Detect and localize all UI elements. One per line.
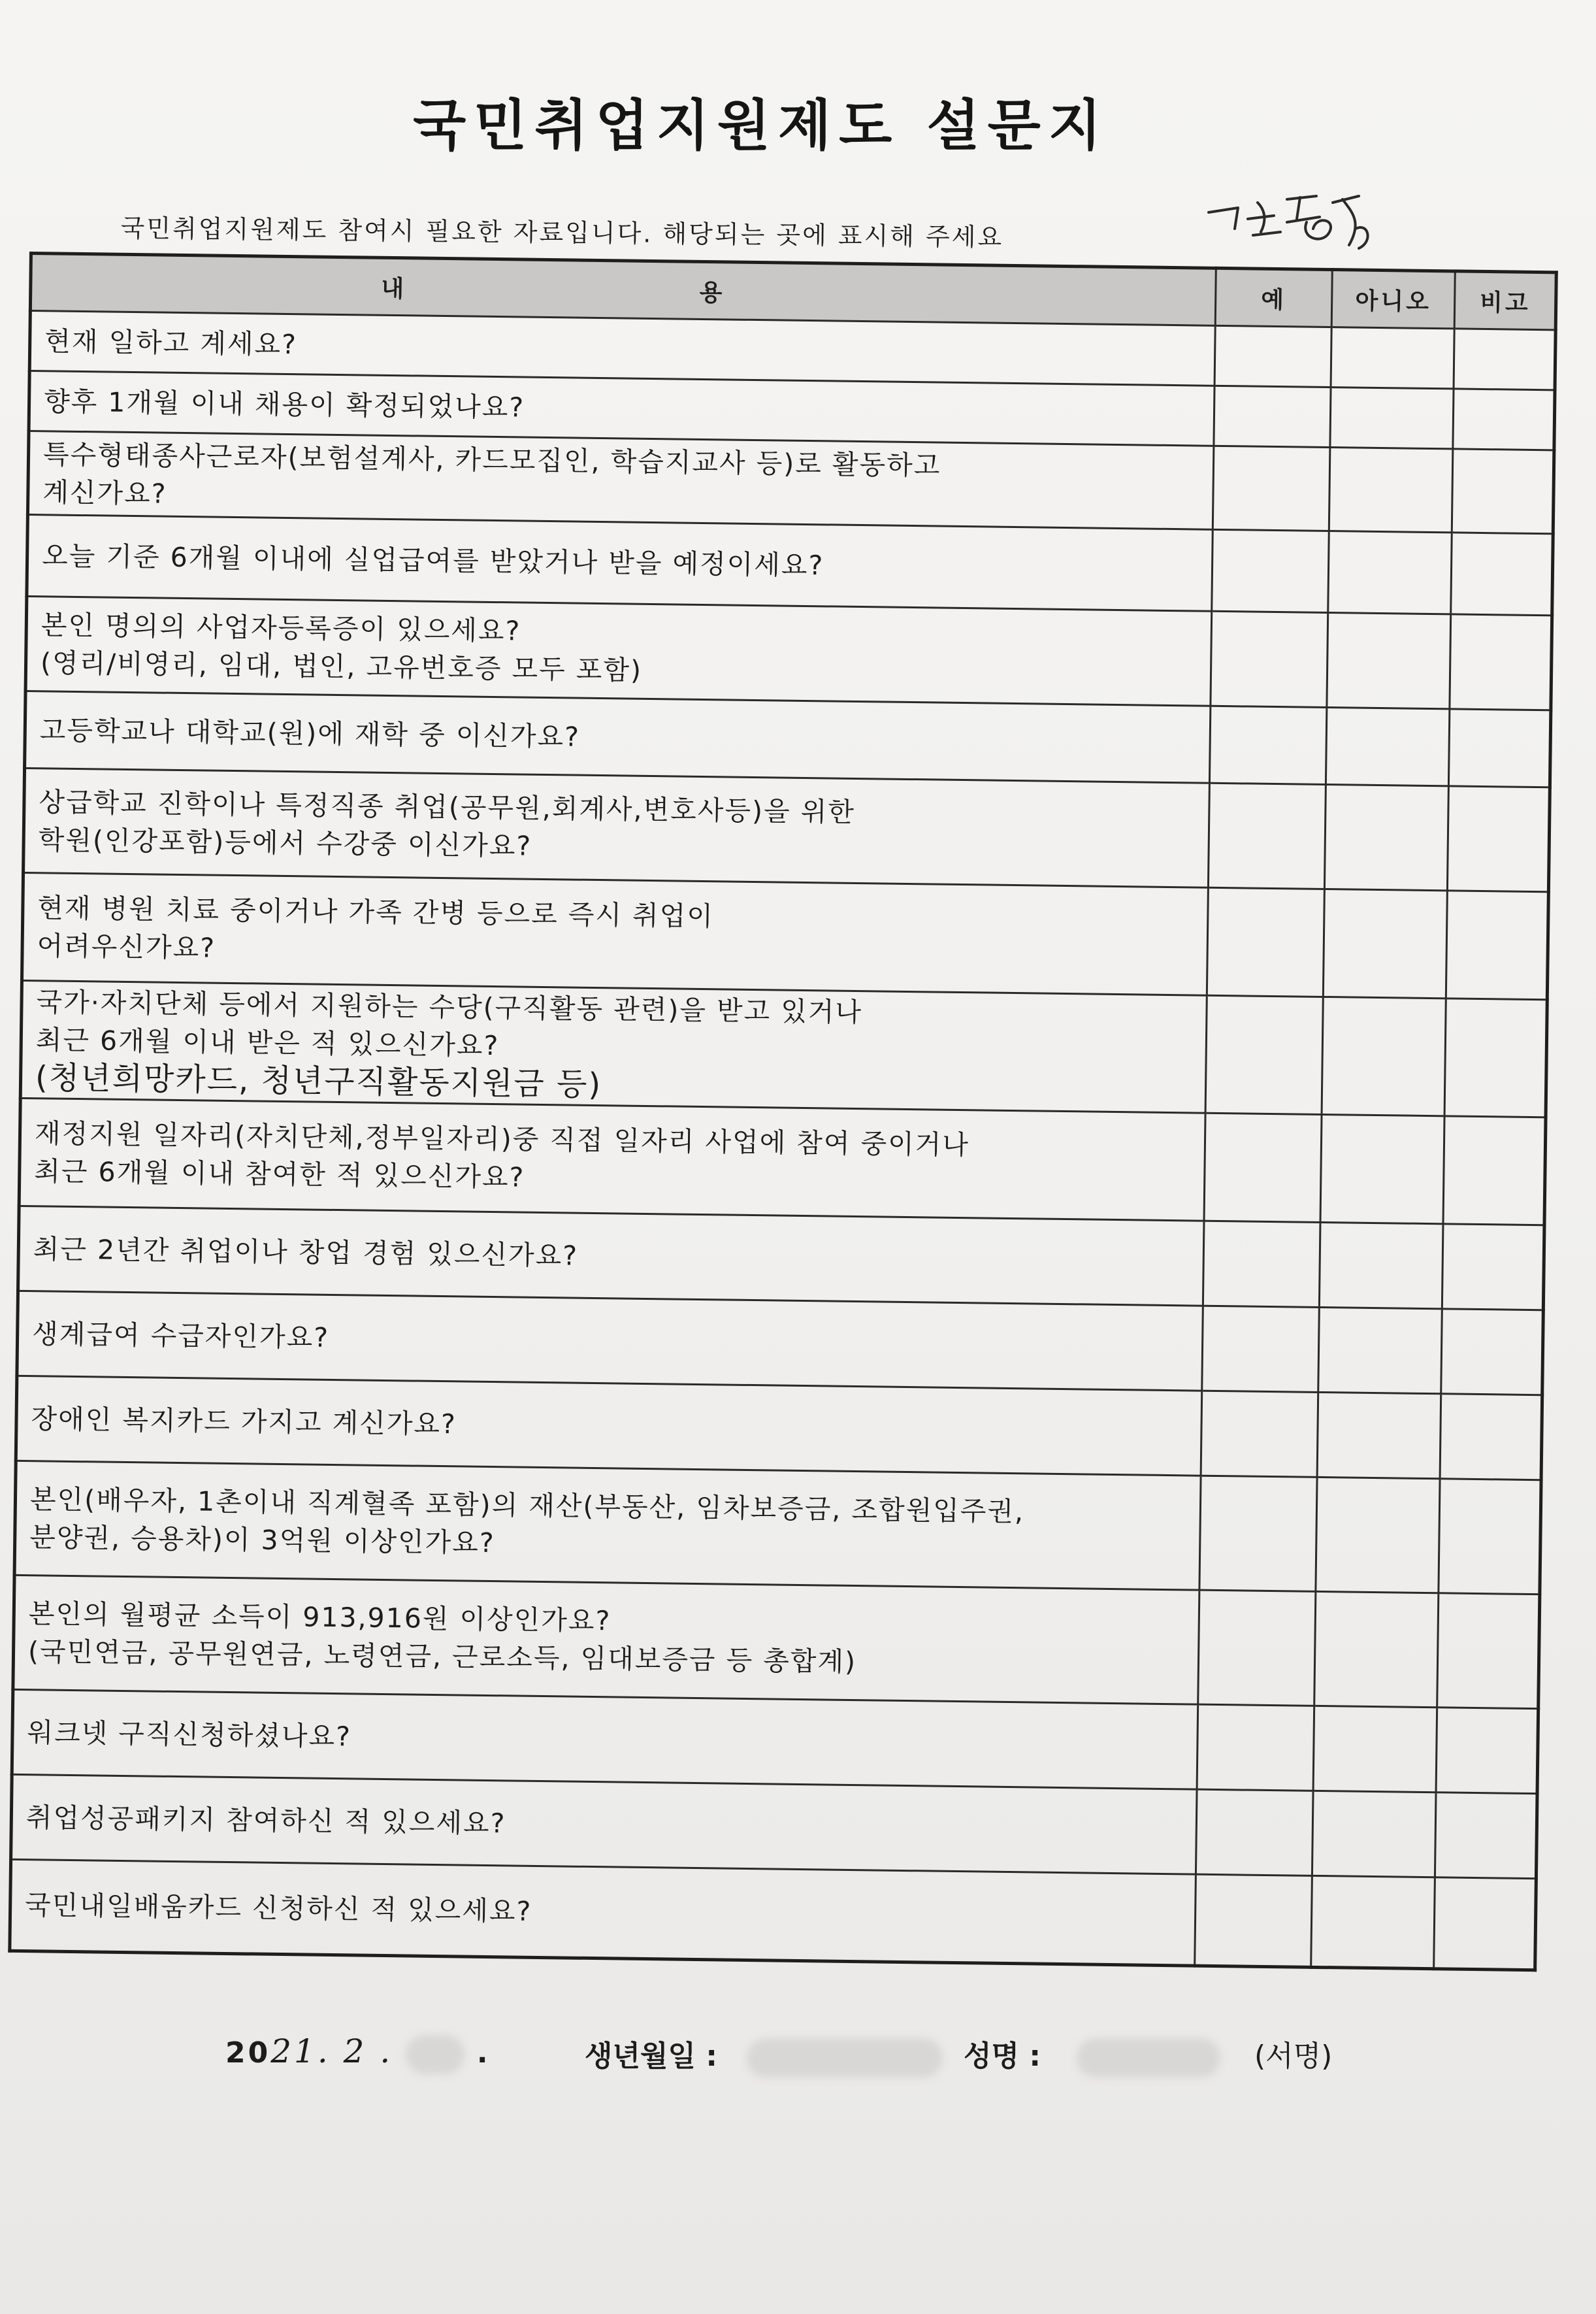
question-text: 본인 명의의 사업자등록증이 있으세요? (41, 609, 521, 647)
no-check-cell[interactable] (1314, 1591, 1439, 1707)
yes-check-cell[interactable] (1197, 1704, 1314, 1791)
no-check-cell[interactable] (1312, 1791, 1436, 1877)
question-cell (17, 1291, 1203, 1391)
yes-check-cell[interactable] (1199, 1476, 1317, 1591)
question-cell (25, 596, 1212, 706)
page-title: 국민취업지원제도 설문지 (413, 93, 1109, 157)
question-text: 재정지원 일자리(자치단체,정부일자리)중 직접 일자리 사업에 참여 중이거나 (34, 1117, 970, 1161)
yes-check-cell[interactable] (1203, 1221, 1320, 1307)
question-text: 취업성공패키지 참여하신 적 있으세요? (25, 1801, 506, 1839)
no-check-cell[interactable] (1319, 1222, 1443, 1308)
yes-check-cell[interactable] (1205, 995, 1323, 1114)
question-text: 현재 일하고 계세요? (44, 325, 298, 360)
note-cell[interactable] (1443, 1116, 1546, 1225)
note-cell[interactable] (1441, 1394, 1542, 1480)
name-label-text: 성명 : (964, 2040, 1041, 2073)
birthdate-label (585, 2032, 943, 2077)
question-text: 최근 6개월 이내 참여한 적 있으신가요? (34, 1155, 525, 1193)
note-cell[interactable] (1452, 449, 1554, 534)
question-text: 워크넷 구직신청하셨나요? (27, 1716, 352, 1752)
question-cell (27, 431, 1214, 530)
yes-check-cell[interactable] (1196, 1789, 1313, 1876)
table-row (22, 872, 1548, 999)
yes-check-cell[interactable] (1213, 446, 1330, 531)
no-check-cell[interactable] (1330, 388, 1454, 449)
question-cell (19, 1098, 1205, 1221)
date-handwritten: 21. 2 . (270, 2032, 393, 2070)
question-text: 본인(배우자, 1촌이내 직계혈족 포함)의 재산(부동산, 임차보증금, 조합원입주권, (29, 1483, 1025, 1528)
note-cell[interactable] (1442, 1224, 1544, 1310)
question-text: (청년희망카드, 청년구직활동지원금 등) (35, 1059, 602, 1103)
note-cell[interactable] (1453, 389, 1555, 450)
question-cell (10, 1859, 1196, 1966)
note-cell[interactable] (1437, 1593, 1540, 1709)
question-text: 향후 1개월 이내 채용이 확정되었나요? (43, 385, 525, 423)
note-cell[interactable] (1449, 709, 1551, 787)
note-cell[interactable] (1450, 614, 1552, 710)
yes-check-cell[interactable] (1207, 887, 1324, 997)
question-cell (22, 872, 1208, 995)
date-day-redacted (406, 2035, 464, 2074)
birthdate-label-text: 생년월일 : (585, 2040, 717, 2073)
survey-table (7, 252, 1557, 2022)
yes-check-cell[interactable] (1209, 783, 1326, 889)
note-cell[interactable] (1446, 891, 1549, 1000)
no-check-cell[interactable] (1327, 613, 1452, 709)
no-check-cell[interactable] (1323, 889, 1448, 998)
question-cell (24, 768, 1210, 887)
question-cell (25, 691, 1211, 783)
note-cell[interactable] (1445, 999, 1548, 1117)
table-row (10, 1859, 1537, 1970)
yes-check-cell[interactable] (1204, 1113, 1321, 1222)
no-check-cell[interactable] (1326, 708, 1450, 786)
question-text: 분양권, 승용차)이 3억원 이상인가요? (29, 1521, 495, 1559)
table-row (13, 1575, 1540, 1708)
no-check-cell[interactable] (1311, 1876, 1435, 1968)
question-text: 고등학교나 대학교(원)에 재학 중 이신가요? (39, 714, 581, 753)
table-row (24, 768, 1550, 891)
note-cell[interactable] (1448, 786, 1550, 892)
note-cell[interactable] (1439, 1479, 1541, 1595)
yes-check-cell[interactable] (1201, 1391, 1318, 1477)
note-cell[interactable] (1441, 1309, 1543, 1395)
note-cell[interactable] (1435, 1793, 1537, 1879)
no-check-cell[interactable] (1324, 784, 1449, 890)
note-cell[interactable] (1437, 1708, 1539, 1794)
no-check-cell[interactable] (1317, 1392, 1441, 1478)
note-cell[interactable] (1434, 1877, 1536, 1970)
signature-label: (서명) (1254, 2040, 1333, 2073)
question-cell (27, 514, 1213, 611)
no-check-cell[interactable] (1313, 1706, 1437, 1792)
instruction-text: 국민취업지원제도 참여시 필요한 자료입니다. 해당되는 곳에 표시해 주세요 (120, 213, 1004, 252)
question-text: 장애인 복지카드 가지고 계신가요? (31, 1402, 457, 1440)
no-check-cell[interactable] (1327, 531, 1452, 614)
question-text: 계신가요? (42, 476, 167, 510)
question-text: 어려우신가요? (37, 930, 216, 964)
no-check-cell[interactable] (1318, 1307, 1442, 1393)
question-text: 최근 2년간 취업이나 창업 경험 있으신가요? (33, 1232, 579, 1272)
no-check-cell[interactable] (1329, 448, 1453, 533)
yes-check-cell[interactable] (1214, 386, 1331, 447)
question-cell (14, 1461, 1201, 1590)
header-no: 아니오 (1331, 270, 1456, 329)
table-row (20, 980, 1547, 1117)
yes-check-cell[interactable] (1198, 1590, 1316, 1706)
table-row (19, 1098, 1546, 1225)
name-label (964, 2032, 1220, 2077)
no-check-cell[interactable] (1320, 1114, 1445, 1223)
question-cell (11, 1774, 1197, 1874)
table-row (14, 1461, 1541, 1594)
header-note: 비고 (1455, 271, 1557, 330)
yes-check-cell[interactable] (1214, 325, 1331, 387)
date-trailing-dot: . (476, 2036, 491, 2070)
question-text: 학원(인강포함)등에서 수강중 이신가요? (38, 823, 532, 862)
handwritten-signature (1202, 183, 1378, 255)
question-text: 오늘 기준 6개월 이내에 실업급여를 받았거나 받을 예정이세요? (41, 540, 824, 582)
question-text: 최근 6개월 이내 받은 적 있으신가요? (35, 1023, 500, 1061)
question-text: 본인의 월평균 소득이 913,916원 이상인가요? (28, 1598, 611, 1637)
question-cell (13, 1575, 1199, 1704)
question-cell (16, 1376, 1202, 1476)
question-cell (18, 1206, 1205, 1306)
question-cell (12, 1689, 1198, 1789)
no-check-cell[interactable] (1331, 327, 1455, 389)
yes-check-cell[interactable] (1202, 1306, 1319, 1392)
question-text: 상급학교 진학이나 특정직종 취업(공무원,회계사,변호사등)을 위한 (39, 785, 856, 828)
table-row (25, 596, 1552, 710)
note-cell[interactable] (1454, 329, 1556, 390)
no-check-cell[interactable] (1315, 1477, 1440, 1593)
no-check-cell[interactable] (1322, 997, 1446, 1116)
question-cell (20, 980, 1207, 1113)
question-text: 국민내일배움카드 신청하신 적 있으세요? (24, 1889, 532, 1927)
yes-check-cell[interactable] (1210, 706, 1327, 784)
question-text: 국가·자치단체 등에서 지원하는 수당(구직활동 관련)을 받고 있거나 (36, 985, 863, 1028)
question-text: (영리/비영리, 임대, 법인, 고유번호증 모두 포함) (40, 647, 643, 686)
header-yes: 예 (1215, 268, 1331, 327)
yes-check-cell[interactable] (1195, 1874, 1312, 1967)
question-text: (국민연금, 공무원연금, 노령연금, 근로소득, 임대보증금 등 총합계) (27, 1636, 857, 1678)
note-cell[interactable] (1451, 533, 1553, 616)
question-text: 특수형태종사근로자(보험설계사, 카드모집인, 학습지교사 등)로 활동하고 (42, 438, 941, 482)
birthdate-redacted (747, 2038, 943, 2077)
header-content: 내 용 (30, 254, 1216, 326)
yes-check-cell[interactable] (1212, 529, 1329, 612)
date-year-printed: 20 (225, 2036, 271, 2070)
question-text: 현재 병원 치료 중이거나 가족 간병 등으로 즉시 취업이 (37, 892, 715, 933)
question-text: 생계급여 수급자인가요? (31, 1317, 330, 1353)
name-redacted (1077, 2038, 1220, 2077)
date-field (225, 2032, 491, 2074)
yes-check-cell[interactable] (1211, 611, 1327, 707)
